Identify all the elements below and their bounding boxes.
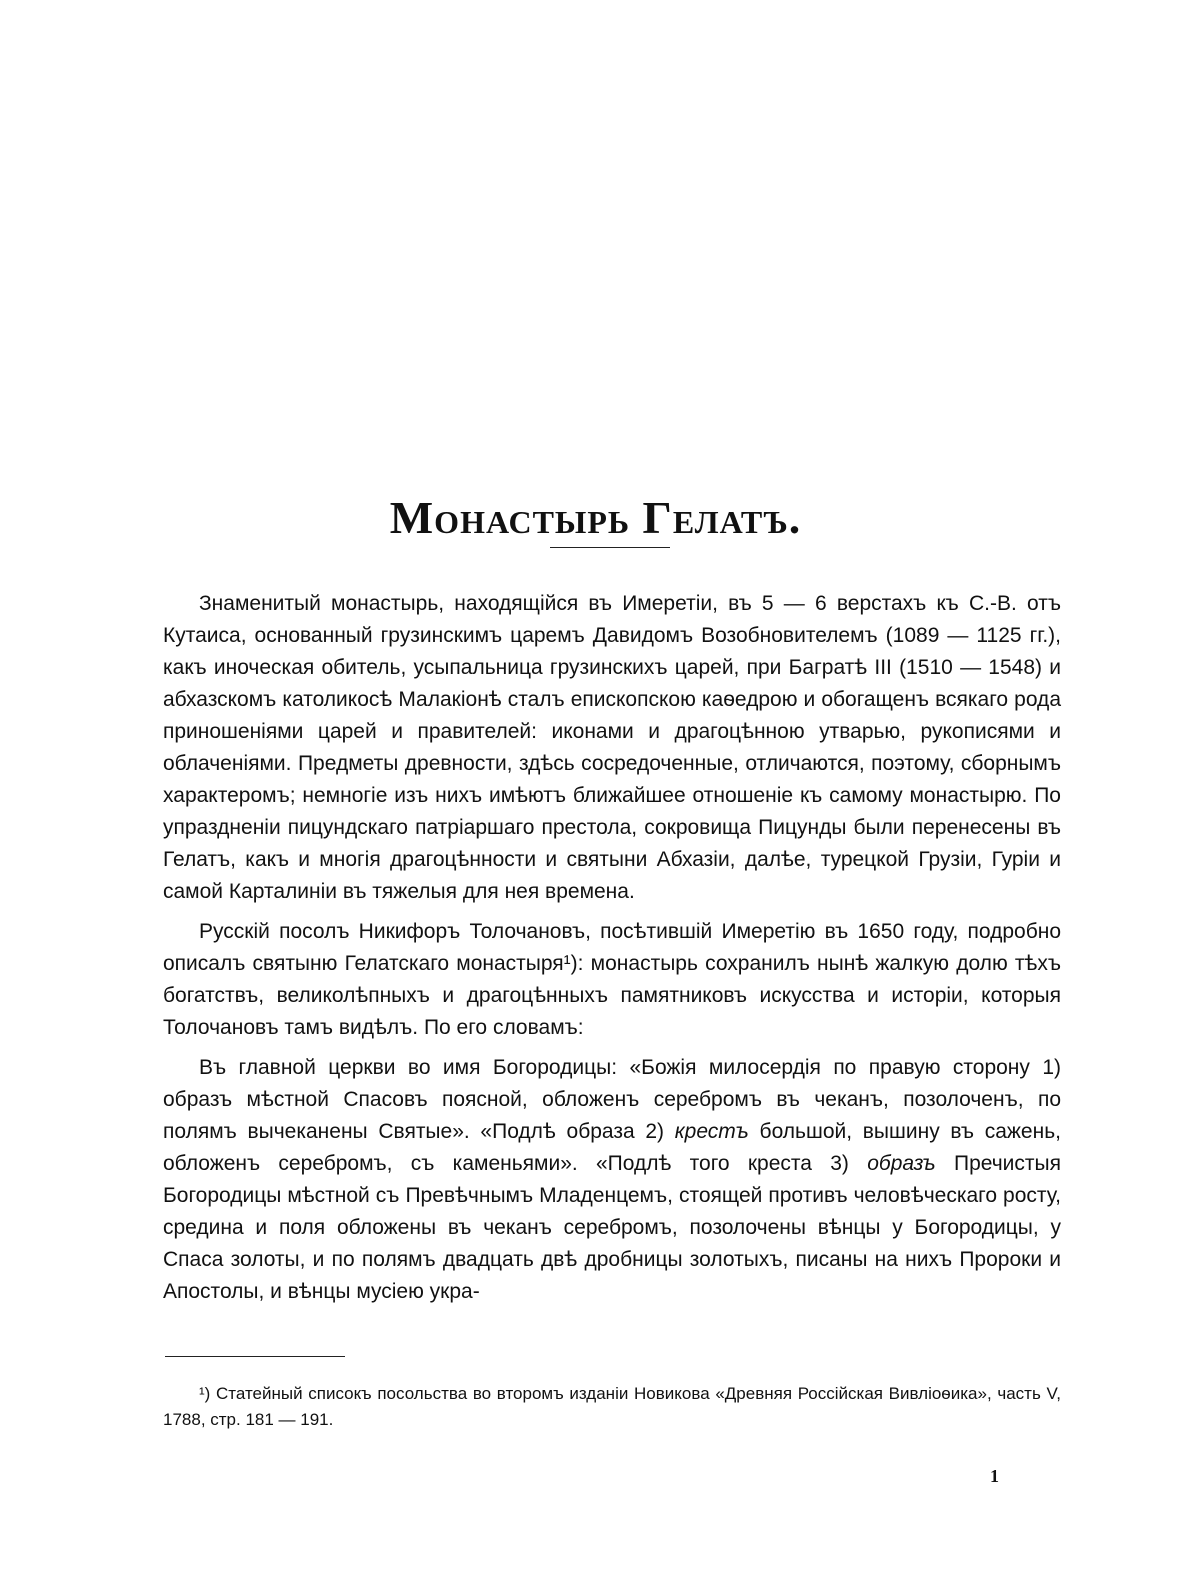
paragraph-3-part-3: Пречистыя Богородицы мѣстной съ Превѣчнымъ Младенцемъ, стоящей противъ человѣческаго росту, средина и поля обложены въ чеканъ серебромъ, позолочены вѣнцы у Богородицы, у Спаса золоты, и по полямъ двадцать двѣ дробницы золотыхъ, писаны на нихъ Пророки и Апостолы, и вѣнцы мусіею укра- <box>163 1152 1061 1303</box>
title-divider <box>550 547 670 548</box>
page-number: 1 <box>990 1466 999 1486</box>
paragraph-3-italic-2: образъ <box>867 1152 936 1175</box>
paragraph-3-italic-1: крестъ <box>674 1120 749 1143</box>
paragraph-3-part-2: большой, вышину въ сажень, обложенъ серебромъ, съ каменьями». «Подлѣ того креста 3) <box>163 1120 1061 1175</box>
paragraph-3-part-1: Въ главной церкви во имя Богородицы: «Божія милосердія по правую сторону 1) образъ мѣстной Спасовъ поясной, обложенъ серебромъ въ чеканъ, позолоченъ, по полямъ вычеканены Святые». «Подлѣ образа 2) <box>163 1056 1061 1143</box>
paragraph-2: Русскій посолъ Никифоръ Толочановъ, посѣтившій Имеретію въ 1650 году, подробно описалъ святыню Гелатскаго монастыря¹): монастырь сохранилъ нынѣ жалкую долю тѣхъ богатствъ, великолѣпныхъ и драгоцѣнныхъ памятниковъ искусства и исторіи, которыя Толочановъ тамъ видѣлъ. По его словамъ: <box>163 920 1061 1039</box>
footnote-divider <box>165 1356 345 1357</box>
paragraph-3 <box>163 1052 1061 1308</box>
main-text <box>163 588 1061 1308</box>
page-title: Монастырь Гелатъ. <box>389 491 802 543</box>
footnote: ¹) Статейный списокъ посольства во второмъ изданіи Новикова «Древняя Россійская Вивліоѳика», часть V, 1788, стр. 181 — 191. <box>163 1384 1061 1429</box>
paragraph-1: Знаменитый монастырь, находящійся въ Имеретіи, въ 5 — 6 верстахъ къ С.-В. отъ Кутаиса, основанный грузинскимъ царемъ Давидомъ Возобновителемъ (1089 — 1125 гг.), какъ иноческая обитель, усыпальница грузинскихъ царей, при Багратѣ III (1510 — 1548) и абхазскомъ католикосѣ Малакіонѣ сталъ епископскою каѳедрою и обогащенъ всякаго рода приношеніями царей и правителей: иконами и драгоцѣнною утварью, рукописями и облаченіями. Предметы древности, здѣсь сосредоченные, отличаются, поэтому, сборнымъ характеромъ; немногіе изъ нихъ имѣютъ ближайшее отношеніе къ самому монастырю. По упраздненіи пицундскаго патріаршаго престола, сокровища Пицунды были перенесены въ Гелатъ, какъ и многія драгоцѣнности и святыни Абхазіи, далѣе, турецкой Грузіи, Гуріи и самой Карталиніи въ тяжелыя для нея времена. <box>163 592 1061 903</box>
